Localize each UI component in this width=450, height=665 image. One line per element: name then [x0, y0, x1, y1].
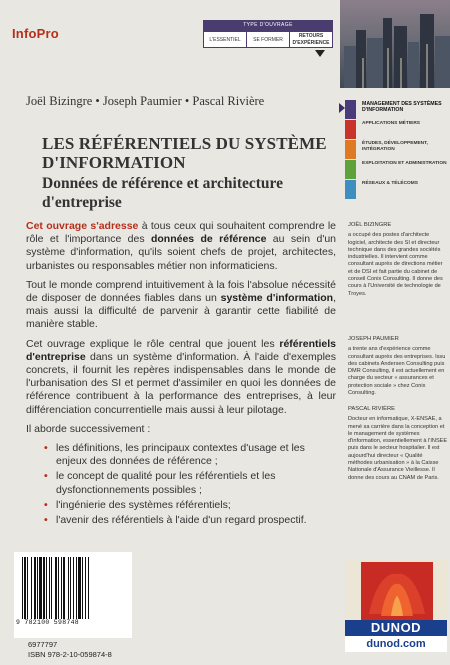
- blurb-paragraph-2: [26, 279, 336, 332]
- book-authors: Joël Bizingre • Joseph Paumier • Pascal Rivière: [26, 94, 265, 108]
- bullet-icon: •: [44, 498, 48, 511]
- blurb-text: Tout le monde comprend intuitivement à la fois l'absolue nécessité de disposer de données fiables dans un: [26, 278, 336, 305]
- publisher-url: dunod.com: [345, 636, 447, 652]
- domain-color-square: [345, 140, 356, 159]
- list-item-text: l'avenir des référentiels à l'aide d'un regard prospectif.: [56, 514, 307, 527]
- series-logo: InfoPro: [12, 26, 59, 41]
- domain-color-square: [345, 120, 356, 139]
- author-bio: [348, 336, 448, 397]
- blurb-paragraph-4: Il aborde successivement :: [26, 422, 151, 435]
- author-bio-name: JOSEPH PAUMIER: [348, 336, 399, 342]
- list-item-text: le concept de qualité pour les référentiels et les dysfonctionnements possibles ;: [56, 470, 276, 496]
- author-bio: [348, 406, 448, 482]
- publisher-name: DUNOD: [345, 620, 447, 636]
- blurb-paragraph-1: [26, 220, 336, 273]
- blurb-bold: référentiels d'entreprise: [26, 337, 336, 363]
- list-item: [44, 514, 336, 527]
- domain-applications-metiers: [340, 120, 450, 141]
- book-type-selector: [203, 20, 333, 58]
- list-item-text: les définitions, les principaux contextes d'usage et les enjeux des données de référence ;: [56, 442, 305, 468]
- list-item-text: l'ingénierie des systèmes référentiels;: [56, 498, 231, 511]
- author-bio-name: PASCAL RIVIÈRE: [348, 406, 396, 412]
- back-cover-blurb: [26, 220, 336, 529]
- selected-type-arrow-icon: [315, 50, 325, 57]
- domain-label: ÉTUDES, DÉVELOPPEMENT, INTÉGRATION: [362, 141, 428, 152]
- barcode-number: 9 782100 598748: [16, 619, 80, 626]
- isbn-number: ISBN 978-2-10-059874-8: [28, 650, 112, 659]
- book-subtitle: Données de référence et architecture d'entreprise: [42, 175, 284, 211]
- blurb-bold: système d'information: [220, 292, 334, 305]
- domain-label: MANAGEMENT DES SYSTÈMES D'INFORMATION: [362, 101, 442, 113]
- book-type-essentiel: L'ESSENTIEL: [203, 31, 247, 48]
- domain-label: APPLICATIONS MÉTIERS: [362, 121, 421, 126]
- product-code: 6977797: [28, 640, 58, 649]
- book-title: LES RÉFÉRENTIELS DU SYSTÈME D'INFORMATION: [42, 134, 327, 172]
- blurb-text: dans un système d'information. À l'aide d'exemples concrets, il fournit les repères indispensables dans le monde de l'urbanisation des SI et permet d'assimiler en quoi les données de référence contribuent à la performance des entreprises, à leur différenciation concurrentielle mais aussi à leur pilotage.: [26, 350, 336, 416]
- topics-list: [44, 442, 336, 527]
- publisher-logo-graphic: [361, 562, 433, 620]
- domain-label: RÉSEAUX & TÉLÉCOMS: [362, 181, 418, 186]
- blurb-text: à tous ceux qui souhaitent comprendre le rôle et l'importance des: [26, 220, 337, 246]
- blurb-text: , mais aussi la difficulté de parvenir à garantir cette fiabilité de manière stable.: [26, 292, 336, 331]
- author-bio-text: a trente ans d'expérience comme consultant auprès des entreprises. Issu des cabinets Andersen Consulting puis DMR Consulting, il est actuellement en charge du secteur « assurances et protection sociale » chez Conix Consulting.: [348, 346, 446, 397]
- domain-management-si: [340, 100, 450, 121]
- isbn-barcode: [14, 552, 132, 638]
- blurb-bold: données de référence: [150, 233, 267, 246]
- domain-color-square: [345, 100, 356, 119]
- domain-exploitation: [340, 160, 450, 181]
- author-bio-text: Docteur en informatique, X-ENSAE, a mené sa carrière dans la conception et le management de systèmes d'information, essentiellement à l'INSEE puis dans le secteur hospitalier. Il est aujourd'hui directeur « Qualité méthodes urbanisation » à la Caisse Nationale d'Assurance Vieillesse. Il donne des cours au CNAM de Paris.: [348, 416, 448, 481]
- bullet-icon: •: [44, 470, 48, 483]
- author-bio-name: JOËL BIZINGRE: [348, 222, 392, 228]
- list-item: [44, 470, 336, 496]
- publisher-logo: [345, 560, 447, 652]
- barcode-bars: [22, 557, 124, 619]
- blurb-paragraph-3: [26, 338, 336, 417]
- bullet-icon: •: [44, 442, 48, 455]
- list-item: [44, 442, 336, 468]
- domain-reseaux: [340, 180, 450, 201]
- domain-color-square: [345, 160, 356, 179]
- author-bio-text: a occupé des postes d'architecte logiciel, architecte des SI et directeur technique dans des grandes sociétés industrielles. Il intervient comme consultant auprès de directions métier et de DSI et fait partie du cabinet de conseil Conix Consulting. Il donne des cours à l'Université de technologie de Troyes.: [348, 232, 443, 297]
- domain-color-square: [345, 180, 356, 199]
- book-type-se-former: SE FORMER: [246, 31, 290, 48]
- blurb-text: Cet ouvrage explique le rôle central que jouent les: [26, 337, 280, 350]
- bullet-icon: •: [44, 514, 48, 527]
- city-skyline-photo: [340, 0, 450, 88]
- blurb-lead: Cet ouvrage s'adresse: [26, 220, 139, 232]
- list-item: [44, 499, 336, 512]
- book-type-retours-experience: RETOURS D'EXPÉRIENCE: [289, 31, 333, 48]
- blurb-text: au sein d'un système d'information, qu'ils soient chefs de projet, architectes, urbanistes ou responsables métier non informaticiens.: [26, 233, 336, 272]
- domain-etudes-developpement: [340, 140, 450, 161]
- book-type-heading: TYPE D'OUVRAGE: [203, 20, 333, 31]
- author-bio: [348, 222, 448, 298]
- domain-label: EXPLOITATION ET ADMINISTRATION: [362, 161, 447, 166]
